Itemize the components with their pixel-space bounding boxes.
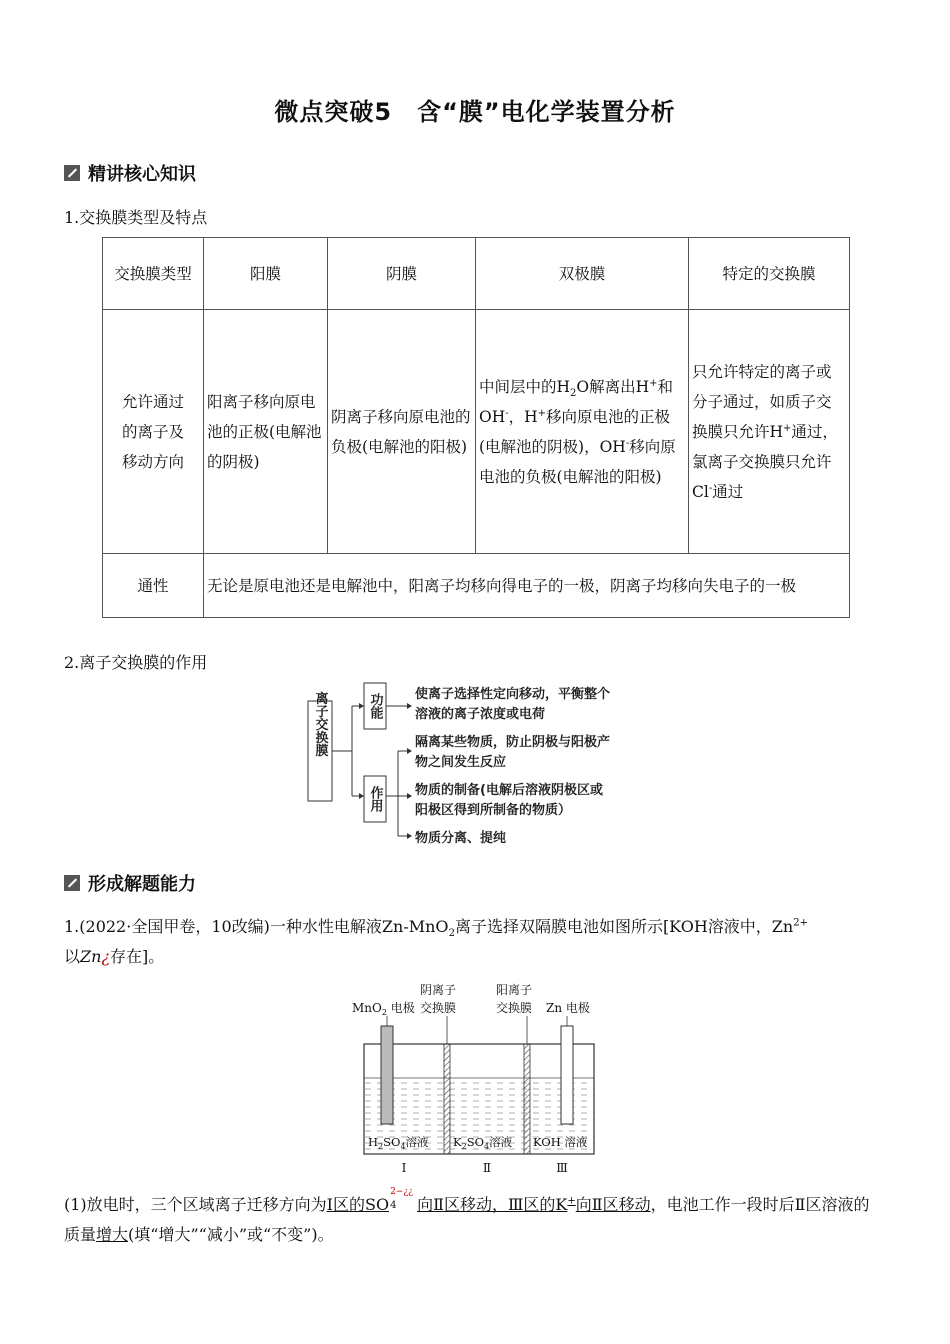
table-row bbox=[103, 238, 850, 310]
text: 通过，氯离子交换膜只允许Cl bbox=[692, 422, 838, 501]
text: O解离出H bbox=[576, 377, 650, 396]
anion-membrane-label-2: 交换膜 bbox=[420, 1001, 457, 1015]
table-cell-yin: 阴离子移向原电池的负极(电解池的阳极) bbox=[328, 310, 476, 554]
table-header-cell: 双极膜 bbox=[476, 238, 689, 310]
superscript: - bbox=[708, 482, 713, 494]
superscript: - bbox=[625, 437, 630, 449]
text: (1)放电时，三个区域离子迁移方向为 bbox=[64, 1195, 327, 1214]
leaf-text: 物之间发生反应 bbox=[415, 755, 507, 770]
answer-text: Ⅰ区的SO bbox=[326, 1195, 390, 1214]
membrane-table bbox=[102, 237, 850, 618]
table-cell-bipolar bbox=[476, 310, 689, 554]
page-title: 微点突破5 含“膜”电化学装置分析 bbox=[274, 98, 676, 126]
row-label: 通性 bbox=[103, 554, 204, 618]
edit-icon bbox=[64, 875, 80, 891]
question-1 bbox=[64, 912, 884, 972]
section-title: 精讲核心知识 bbox=[88, 164, 196, 185]
superscript: + bbox=[567, 1195, 576, 1207]
zn-electrode-label: Zn 电极 bbox=[546, 1001, 590, 1015]
text: ，H bbox=[508, 407, 538, 426]
table-cell-common: 无论是原电池还是电解池中，阳离子均移向得电子的一极，阴离子均移向失电子的一极 bbox=[204, 554, 850, 618]
superscript: - bbox=[505, 407, 509, 419]
superscript: + bbox=[649, 377, 658, 389]
mno2-electrode bbox=[381, 1026, 393, 1124]
leaf-text: 阳极区得到所制备的物质） bbox=[415, 803, 572, 818]
cation-exchange-membrane bbox=[524, 1044, 530, 1154]
cation-membrane-label-2: 交换膜 bbox=[496, 1001, 533, 1015]
table-row bbox=[103, 554, 850, 618]
mindmap-diagram bbox=[306, 676, 666, 852]
zn-electrode bbox=[561, 1026, 573, 1124]
item1-heading: 1.交换膜类型及特点 bbox=[64, 208, 208, 227]
text: 以 bbox=[64, 947, 81, 966]
row-label: 允许通过的离子及移动方向 bbox=[103, 310, 204, 554]
zone2-solution-label: $K_2SO_4$溶液 bbox=[453, 1135, 513, 1151]
table-header-cell: 阳膜 bbox=[204, 238, 328, 310]
battery-cell-diagram bbox=[340, 978, 610, 1178]
leaf-text: 隔离某些物质，防止阴极与阳极产 bbox=[415, 735, 611, 750]
branch2-label: 作用 bbox=[367, 786, 383, 812]
zone-label: Ⅱ bbox=[482, 1161, 492, 1175]
edit-icon bbox=[64, 165, 80, 181]
leaf-text: 物质分离、提纯 bbox=[415, 831, 507, 846]
text: 1.(2022·全国甲卷，10改编)一种水性电解液Zn-MnO bbox=[64, 917, 449, 936]
text: 通过 bbox=[712, 482, 744, 501]
formula-text: Zn bbox=[80, 947, 102, 966]
table-cell-yang: 阳离子移向原电池的正极(电解池的阴极) bbox=[204, 310, 328, 554]
zone-label: Ⅰ bbox=[401, 1161, 407, 1175]
answer-text: 增大 bbox=[96, 1225, 129, 1244]
text: 离子选择双隔膜电池如图所示[KOH溶液中，Zn bbox=[454, 917, 794, 936]
superscript: + bbox=[537, 407, 547, 419]
table-header-cell: 特定的交换膜 bbox=[689, 238, 850, 310]
answer-text: 向Ⅱ区移动，Ⅲ区的K bbox=[417, 1195, 568, 1214]
anion-membrane-label-1: 阴离子 bbox=[420, 983, 457, 997]
table-cell-specific bbox=[689, 310, 850, 554]
leaf-text: 溶液的离子浓度或电荷 bbox=[415, 707, 546, 722]
text: 移向原电池的正极(电解池的阴极)，OH bbox=[479, 407, 671, 456]
text: 中间层中的H bbox=[479, 377, 571, 396]
table-header-cell: 阴膜 bbox=[328, 238, 476, 310]
branch1-label: 功能 bbox=[367, 693, 383, 719]
answer-text: 向Ⅱ区移动 bbox=[575, 1195, 651, 1214]
text: 移向原电池的负极(电解池的阳极) bbox=[479, 437, 676, 486]
text: ，电池工作一段时后Ⅱ区溶液的质量 bbox=[64, 1195, 870, 1244]
anion-exchange-membrane bbox=[444, 1044, 450, 1154]
zone1-solution-label: $H_2SO_4$溶液 bbox=[368, 1135, 429, 1151]
table-row bbox=[103, 310, 850, 554]
leaf-text: 物质的制备(电解后溶液阴极区或 bbox=[415, 783, 603, 798]
item2-heading: 2.离子交换膜的作用 bbox=[64, 653, 208, 672]
zone-label: Ⅲ bbox=[556, 1161, 568, 1175]
table-header-cell: 交换膜类型 bbox=[103, 238, 204, 310]
section-title: 形成解题能力 bbox=[88, 874, 196, 895]
root-label: 离子交换膜 bbox=[312, 691, 328, 757]
text: 只允许特定的离子或分子通过，如质子交换膜只允许H bbox=[692, 362, 832, 441]
section-heading-knowledge bbox=[64, 160, 196, 186]
subscript: 2 bbox=[448, 928, 455, 940]
zone3-solution-label: KOH 溶液 bbox=[533, 1135, 588, 1149]
text: 和OH bbox=[479, 377, 674, 426]
text: (填“增大”“减小”或“不变”)。 bbox=[128, 1225, 334, 1244]
sub-question-1 bbox=[64, 1187, 884, 1250]
formula-text: ¿ bbox=[101, 947, 111, 966]
subscript: 2 bbox=[570, 387, 577, 399]
text: 存在]。 bbox=[110, 947, 165, 966]
superscript: 2+ bbox=[793, 917, 808, 929]
cation-membrane-label-1: 阳离子 bbox=[496, 983, 533, 997]
so4-charge: 4 2−¿¿ bbox=[390, 1187, 413, 1211]
leaf-text: 使离子选择性定向移动，平衡整个 bbox=[415, 687, 611, 702]
section-heading-skills bbox=[64, 870, 196, 896]
mno2-electrode-label: MnO$_2$ 电极 bbox=[352, 1001, 415, 1017]
superscript: + bbox=[783, 422, 792, 434]
